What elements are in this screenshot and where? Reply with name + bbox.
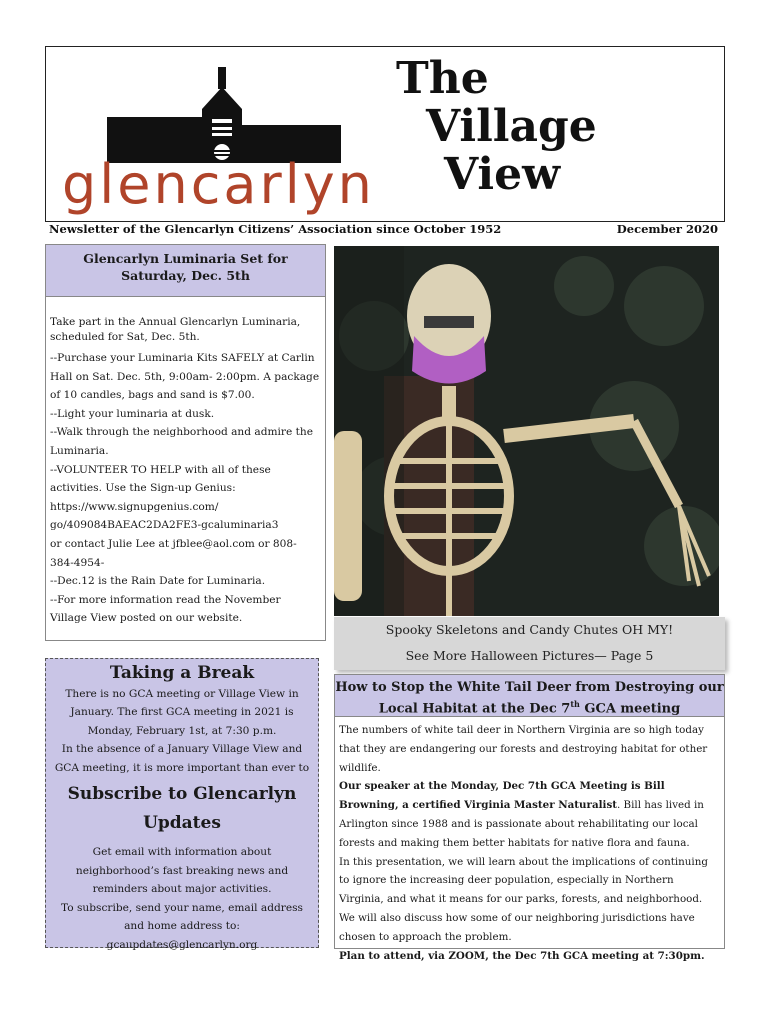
more-pictures-link[interactable]: See More Halloween Pictures— Page 5 xyxy=(405,648,654,663)
luminaria-line: --Walk through the neighborhood and admire the Luminaria. xyxy=(50,426,313,457)
deer-paragraph: In this presentation, we will learn about the implications of continuing to ignore the increasing deer population, especially in Northern Virginia, and what it means for our parks, forests, and neighborhood. We will also discuss how some of our neighboring jurisdictions have chosen to approach the problem. xyxy=(339,855,708,943)
luminaria-article xyxy=(45,244,326,641)
title-line-village: Village xyxy=(426,101,597,152)
signup-link[interactable]: https://www.signupgenius.com/ go/409084BAEAC2DA2FE3-gcaluminaria3 xyxy=(50,500,279,532)
glencarlyn-logo xyxy=(52,57,432,217)
luminaria-heading: Glencarlyn Luminaria Set for Saturday, Dec. 5th xyxy=(46,245,325,297)
deer-paragraph: The numbers of white tail deer in Northern Virginia are so high today that they are endangering our forests and destroying habitat for other wildlife. xyxy=(339,724,708,774)
luminaria-line: --Purchase your Luminaria Kits SAFELY at Carlin Hall on Sat. Dec. 5th, 9:00am- 2:00pm. A package of 10 candles, bags and sand is $7.00. xyxy=(50,352,320,402)
taking-a-break-box xyxy=(45,658,319,951)
subscribe-heading: Subscribe to Glencarlyn Updates xyxy=(67,784,297,834)
photo-caption-text: Spooky Skeletons and Candy Chutes OH MY! xyxy=(385,622,674,637)
break-text: In the absence of a January Village View and GCA meeting, it is more important than ever to xyxy=(54,743,310,774)
break-heading: Taking a Break xyxy=(109,663,255,683)
deer-article xyxy=(334,674,725,962)
luminaria-line: --Dec.12 is the Rain Date for Luminaria. xyxy=(50,575,266,588)
logo-wordmark: glencarlyn xyxy=(62,153,375,216)
issue-date: December 2020 xyxy=(616,222,718,236)
subscribe-text: Get email with information about neighborhood’s fast breaking news and reminders about major activities. xyxy=(75,846,289,896)
luminaria-line: Take part in the Annual Glencarlyn Luminaria, scheduled for Sat, Dec. 5th. xyxy=(50,316,301,343)
title-line-view: View xyxy=(444,149,560,200)
luminaria-line: --VOLUNTEER TO HELP with all of these activities. Use the Sign-up Genius: xyxy=(50,463,271,495)
masthead xyxy=(45,46,725,222)
skeleton-image-icon xyxy=(334,246,719,616)
deer-heading: How to Stop the White Tail Deer from Destroying our Local Habitat at the Dec 7th GCA meeting xyxy=(335,675,724,717)
deer-call-to-action: Plan to attend, via ZOOM, the Dec 7th GCA meeting at 7:30pm. xyxy=(339,949,705,962)
luminaria-line: --For more information read the November Village View posted on our website. xyxy=(50,593,281,625)
skeleton-photo xyxy=(334,246,719,616)
photo-caption xyxy=(334,617,725,670)
deer-body xyxy=(335,717,724,965)
break-text: There is no GCA meeting or Village View in January. The first GCA meeting in 2021 is Monday, February 1st, at 7:30 p.m. xyxy=(65,688,299,737)
deer-paragraph: Our speaker at the Monday, Dec 7th GCA Meeting is Bill Browning, a certified Virginia Master Naturalist. Bill has lived in Arlington since 1988 and is passionate about rehabilitating our local forests and making them better habitats for native flora and fauna. xyxy=(339,780,704,849)
subscribe-email-text[interactable]: To subscribe, send your name, email address and home address to: gcaupdates@glencarlyn.org xyxy=(61,901,303,951)
luminaria-body xyxy=(46,297,325,628)
title-line-the: The xyxy=(396,53,489,104)
luminaria-line: or contact Julie Lee at jfblee@aol.com or 808-384-4954- xyxy=(50,537,297,569)
luminaria-line: --Light your luminaria at dusk. xyxy=(50,407,215,420)
newsletter-tagline: Newsletter of the Glencarlyn Citizens’ Association since October 1952 xyxy=(49,222,502,236)
